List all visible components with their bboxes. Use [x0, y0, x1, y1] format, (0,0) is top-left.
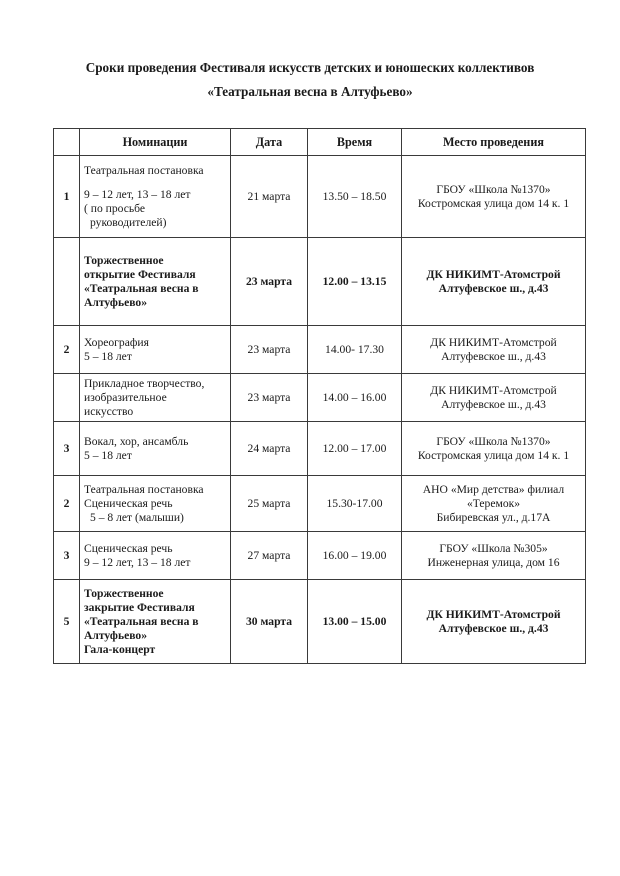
date-cell: 27 марта [231, 532, 308, 580]
nomination-cell [80, 238, 231, 326]
venue-line: ДК НИКИМТ-Атомстрой [426, 267, 561, 281]
row-number: 2 [54, 326, 80, 374]
time-cell: 14.00 – 16.00 [308, 374, 402, 422]
venue-cell [402, 580, 586, 664]
venue-line: ГБОУ «Школа №305» [439, 541, 548, 555]
venue-line: АНО «Мир детства» филиал [422, 482, 565, 496]
time-cell: 12.00 – 17.00 [308, 422, 402, 476]
table-row [54, 422, 586, 476]
time-cell: 16.00 – 19.00 [308, 532, 402, 580]
row-number: 5 [54, 580, 80, 664]
nomination-cell [80, 326, 231, 374]
nomination-line: закрытие Фестиваля [84, 600, 195, 614]
row-number [54, 238, 80, 326]
time-cell: 15.30-17.00 [308, 476, 402, 532]
row-number: 3 [54, 422, 80, 476]
nomination-line: 5 – 18 лет [84, 448, 132, 462]
nomination-cell [80, 422, 231, 476]
table-row [54, 580, 586, 664]
row-number [54, 374, 80, 422]
table-row [54, 238, 586, 326]
nomination-line: «Театральная весна в [84, 281, 199, 295]
venue-line: «Теремок» [466, 496, 521, 510]
venue-line: Костромская улица дом 14 к. 1 [417, 448, 570, 462]
header-nominations: Номинации [80, 129, 231, 156]
nomination-line: 5 – 18 лет [84, 349, 132, 363]
venue-line: ГБОУ «Школа №1370» [436, 182, 551, 196]
nomination-cell [80, 374, 231, 422]
nomination-line: Алтуфьево» [84, 628, 148, 642]
venue-line: Инженерная улица, дом 16 [427, 555, 560, 569]
header-row [54, 129, 586, 156]
venue-line: Бибиревская ул., д.17А [436, 510, 551, 524]
nomination-line: Торжественное [84, 586, 164, 600]
nomination-cell [80, 156, 231, 238]
time-cell: 13.50 – 18.50 [308, 156, 402, 238]
table-row [54, 476, 586, 532]
nomination-line: руководителей) [90, 215, 167, 229]
venue-line: Алтуфевское ш., д.43 [438, 621, 549, 635]
venue-line: ДК НИКИМТ-Атомстрой [426, 607, 561, 621]
time-cell: 13.00 – 15.00 [308, 580, 402, 664]
header-num [54, 129, 80, 156]
nomination-line: открытие Фестиваля [84, 267, 196, 281]
header-date: Дата [231, 129, 308, 156]
venue-cell [402, 326, 586, 374]
nomination-line: Вокал, хор, ансамбль [84, 434, 189, 448]
venue-cell [402, 374, 586, 422]
nomination-cell [80, 580, 231, 664]
nomination-line: 9 – 12 лет, 13 – 18 лет [84, 187, 191, 201]
header-time: Время [308, 129, 402, 156]
table-row [54, 326, 586, 374]
table-row [54, 374, 586, 422]
venue-line: ДК НИКИМТ-Атомстрой [430, 335, 557, 349]
time-cell: 14.00- 17.30 [308, 326, 402, 374]
nomination-line: Сценическая речь [84, 496, 173, 510]
venue-cell [402, 476, 586, 532]
header-venue: Место проведения [402, 129, 586, 156]
date-cell: 24 марта [231, 422, 308, 476]
nomination-line: Театральная постановка [84, 482, 204, 496]
date-cell: 23 марта [231, 374, 308, 422]
table-row [54, 532, 586, 580]
venue-cell [402, 422, 586, 476]
document-title: Сроки проведения Фестиваля искусств детских и юношеских коллективов [85, 60, 535, 75]
nomination-line: Сценическая речь [84, 541, 173, 555]
row-number: 2 [54, 476, 80, 532]
nomination-line: 9 – 12 лет, 13 – 18 лет [84, 555, 191, 569]
nomination-line: Торжественное [84, 253, 164, 267]
schedule-table [53, 128, 586, 664]
nomination-line: 5 – 8 лет (малыши) [90, 510, 184, 524]
venue-line: Алтуфевское ш., д.43 [438, 281, 549, 295]
date-cell: 23 марта [231, 238, 308, 326]
nomination-line: ( по просьбе [84, 201, 146, 215]
venue-line: ГБОУ «Школа №1370» [436, 434, 551, 448]
nomination-cell [80, 532, 231, 580]
nomination-line: изобразительное [84, 390, 167, 404]
date-cell: 23 марта [231, 326, 308, 374]
venue-cell [402, 238, 586, 326]
date-cell: 21 марта [231, 156, 308, 238]
table-row [54, 156, 586, 238]
date-cell: 30 марта [231, 580, 308, 664]
festival-name: «Театральная весна в Алтуфьево» [207, 84, 413, 99]
nomination-line: искусство [84, 404, 134, 418]
nomination-line: Хореография [84, 335, 149, 349]
time-cell: 12.00 – 13.15 [308, 238, 402, 326]
venue-line: Алтуфевское ш., д.43 [441, 397, 546, 411]
nomination-cell [80, 476, 231, 532]
nomination-line: Алтуфьево» [84, 295, 148, 309]
date-cell: 25 марта [231, 476, 308, 532]
nomination-line: Гала-концерт [84, 642, 156, 656]
nomination-line: Театральная постановка [84, 163, 204, 177]
nomination-line: Прикладное творчество, [84, 376, 205, 390]
venue-line: ДК НИКИМТ-Атомстрой [430, 383, 557, 397]
venue-line: Алтуфевское ш., д.43 [441, 349, 546, 363]
venue-cell [402, 532, 586, 580]
row-number: 1 [54, 156, 80, 238]
venue-cell [402, 156, 586, 238]
row-number: 3 [54, 532, 80, 580]
venue-line: Костромская улица дом 14 к. 1 [417, 196, 570, 210]
nomination-line: «Театральная весна в [84, 614, 199, 628]
